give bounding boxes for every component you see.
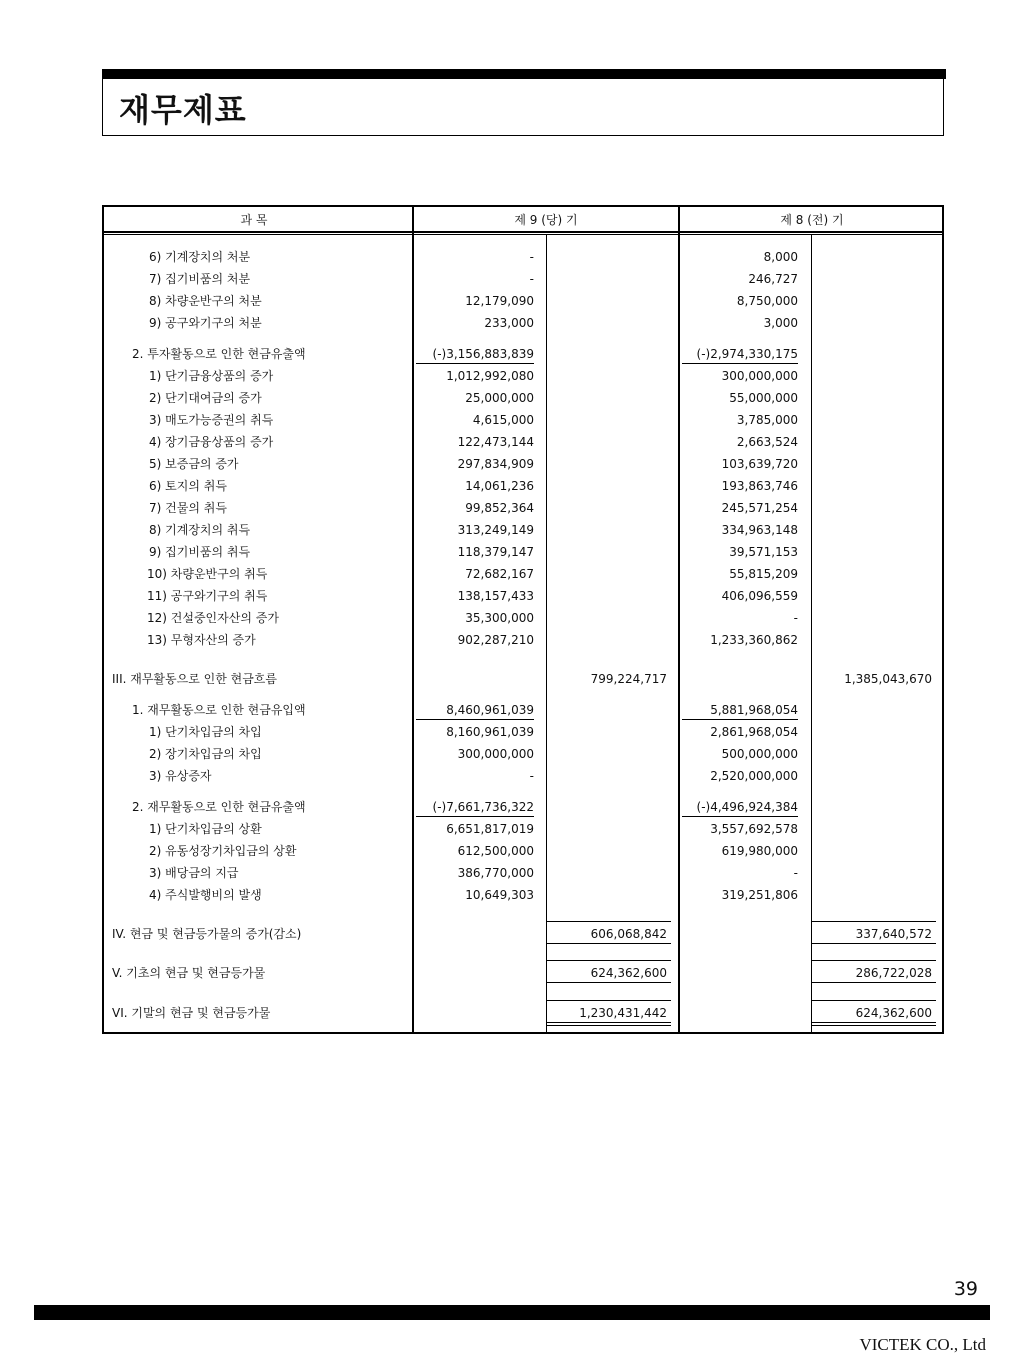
- row-value-c1: 4,615,000: [472, 413, 534, 427]
- row-label: 2. 투자활동으로 인한 현금유출액: [132, 347, 306, 361]
- row-value-c1: -: [529, 250, 534, 264]
- double-total-rule: [812, 1025, 936, 1026]
- total-rule: [547, 982, 671, 983]
- row-value-c1: 12,179,090: [465, 294, 534, 308]
- row-label: 13) 무형자산의 증가: [147, 633, 256, 647]
- row-value-c1: -: [529, 769, 534, 783]
- row-label: 6) 기계장치의 처분: [149, 250, 251, 264]
- row-label: 3) 유상증자: [149, 769, 212, 783]
- row-label: 2) 단기대여금의 증가: [149, 391, 262, 405]
- row-label: 8) 차량운반구의 처분: [149, 294, 262, 308]
- row-label: 1. 재무활동으로 인한 현금유입액: [132, 703, 306, 717]
- row-value-c2: 624,362,600: [590, 966, 667, 980]
- subtotal-rule: [416, 719, 534, 720]
- row-value-p1: (-)2,974,330,175: [696, 347, 798, 361]
- row-label: 7) 건물의 취득: [149, 501, 227, 515]
- row-value-c1: 14,061,236: [465, 479, 534, 493]
- total-rule: [812, 960, 936, 961]
- row-label: 6) 토지의 취득: [149, 479, 227, 493]
- row-label: 10) 차량운반구의 취득: [147, 567, 268, 581]
- row-value-c1: 6,651,817,019: [446, 822, 534, 836]
- row-value-p2: 1,385,043,670: [844, 672, 932, 686]
- row-value-p1: 5,881,968,054: [710, 703, 798, 717]
- row-value-p1: 8,750,000: [736, 294, 798, 308]
- row-value-c1: (-)7,661,736,322: [432, 800, 534, 814]
- row-value-p1: 2,663,524: [736, 435, 798, 449]
- row-value-p2: 286,722,028: [855, 966, 932, 980]
- row-value-c1: 122,473,144: [457, 435, 534, 449]
- col-divider: [546, 234, 547, 1032]
- row-value-c1: 35,300,000: [465, 611, 534, 625]
- subtotal-rule: [682, 816, 798, 817]
- total-rule: [812, 943, 936, 944]
- row-label: 9) 집기비품의 취득: [149, 545, 251, 559]
- row-value-c1: 118,379,147: [457, 545, 534, 559]
- row-value-p1: 300,000,000: [721, 369, 798, 383]
- row-label: 3) 배당금의 지급: [149, 866, 239, 880]
- cash-flow-table: [102, 205, 944, 1034]
- row-label: 12) 건설중인자산의 증가: [147, 611, 279, 625]
- row-value-p1: 619,980,000: [721, 844, 798, 858]
- row-value-p2: 624,362,600: [855, 1006, 932, 1020]
- row-label: 1) 단기차입금의 차입: [149, 725, 262, 739]
- row-label: 5) 보증금의 증가: [149, 457, 239, 471]
- total-rule: [547, 960, 671, 961]
- page-number: 39: [953, 1278, 978, 1300]
- double-total-rule: [547, 1025, 671, 1026]
- subtotal-rule: [416, 816, 534, 817]
- title-box: [102, 79, 944, 136]
- row-value-c2: 799,224,717: [590, 672, 667, 686]
- row-value-c1: 297,834,909: [457, 457, 534, 471]
- company-name: VICTEK CO., Ltd: [859, 1335, 986, 1354]
- row-value-c1: 25,000,000: [465, 391, 534, 405]
- total-rule: [812, 982, 936, 983]
- row-label: IV. 현금 및 현금등가물의 증가(감소): [112, 927, 302, 941]
- total-rule: [547, 1000, 671, 1001]
- header-prior-period: 제 8 (전) 기: [780, 213, 844, 227]
- row-label: 4) 장기금융상품의 증가: [149, 435, 274, 449]
- row-label: 1) 단기차입금의 상환: [149, 822, 262, 836]
- row-value-p1: (-)4,496,924,384: [696, 800, 798, 814]
- header-rule: [102, 69, 946, 79]
- row-label: 11) 공구와기구의 취득: [147, 589, 268, 603]
- row-value-c1: 300,000,000: [457, 747, 534, 761]
- row-value-p1: 245,571,254: [721, 501, 798, 515]
- row-label: 2) 유동성장기차입금의 상환: [149, 844, 297, 858]
- row-label: 3) 매도가능증권의 취득: [149, 413, 274, 427]
- row-label: 8) 기계장치의 취득: [149, 523, 251, 537]
- row-value-c1: 8,160,961,039: [446, 725, 534, 739]
- total-rule: [547, 943, 671, 944]
- footer-rule: [34, 1305, 990, 1320]
- row-value-p1: 55,815,209: [729, 567, 798, 581]
- row-label: 1) 단기금융상품의 증가: [149, 369, 274, 383]
- row-value-p1: 55,000,000: [729, 391, 798, 405]
- row-value-p1: 1,233,360,862: [710, 633, 798, 647]
- total-rule: [547, 921, 671, 922]
- row-value-p2: 337,640,572: [855, 927, 932, 941]
- row-value-c1: 313,249,149: [457, 523, 534, 537]
- row-label: 2. 재무활동으로 인한 현금유출액: [132, 800, 306, 814]
- row-label: 2) 장기차입금의 차입: [149, 747, 262, 761]
- row-label: 9) 공구와기구의 처분: [149, 316, 262, 330]
- header-current-period: 제 9 (당) 기: [514, 213, 578, 227]
- row-value-p1: 406,096,559: [721, 589, 798, 603]
- row-value-c1: 386,770,000: [457, 866, 534, 880]
- row-value-c1: 99,852,364: [465, 501, 534, 515]
- row-value-c1: 8,460,961,039: [446, 703, 534, 717]
- row-value-p1: 2,861,968,054: [710, 725, 798, 739]
- row-value-c1: 10,649,303: [465, 888, 534, 902]
- row-label: V. 기초의 현금 및 현금등가물: [112, 966, 266, 980]
- row-value-p1: 334,963,148: [721, 523, 798, 537]
- row-value-c1: (-)3,156,883,839: [432, 347, 534, 361]
- subtotal-rule: [682, 719, 798, 720]
- row-value-p1: -: [793, 866, 798, 880]
- row-value-c1: 72,682,167: [465, 567, 534, 581]
- subtotal-rule: [682, 363, 798, 364]
- row-label: VI. 기말의 현금 및 현금등가물: [112, 1006, 271, 1020]
- total-rule: [812, 921, 936, 922]
- page-title: 재무제표: [119, 91, 247, 129]
- row-value-p1: 2,520,000,000: [710, 769, 798, 783]
- row-label: III. 재무활동으로 인한 현금흐름: [112, 672, 277, 686]
- row-value-p1: 103,639,720: [721, 457, 798, 471]
- row-value-c1: 612,500,000: [457, 844, 534, 858]
- row-value-c1: 1,012,992,080: [446, 369, 534, 383]
- row-value-p1: 500,000,000: [721, 747, 798, 761]
- row-value-p1: 8,000: [763, 250, 798, 264]
- col-divider: [811, 234, 812, 1032]
- total-rule: [547, 1022, 671, 1023]
- row-value-c2: 1,230,431,442: [579, 1006, 667, 1020]
- row-value-p1: 319,251,806: [721, 888, 798, 902]
- row-value-c1: 233,000: [484, 316, 534, 330]
- row-value-p1: 3,557,692,578: [710, 822, 798, 836]
- row-label: 4) 주식발행비의 발생: [149, 888, 262, 902]
- row-value-p1: -: [793, 611, 798, 625]
- row-value-p1: 3,000: [763, 316, 798, 330]
- row-value-c2: 606,068,842: [590, 927, 667, 941]
- row-value-c1: 902,287,210: [457, 633, 534, 647]
- row-value-p1: 193,863,746: [721, 479, 798, 493]
- row-value-c1: 138,157,433: [457, 589, 534, 603]
- total-rule: [812, 1000, 936, 1001]
- total-rule: [812, 1022, 936, 1023]
- header-item: 과 목: [240, 213, 268, 227]
- row-label: 7) 집기비품의 처분: [149, 272, 251, 286]
- subtotal-rule: [416, 363, 534, 364]
- row-value-p1: 3,785,000: [736, 413, 798, 427]
- row-value-c1: -: [529, 272, 534, 286]
- row-value-p1: 39,571,153: [729, 545, 798, 559]
- row-value-p1: 246,727: [748, 272, 798, 286]
